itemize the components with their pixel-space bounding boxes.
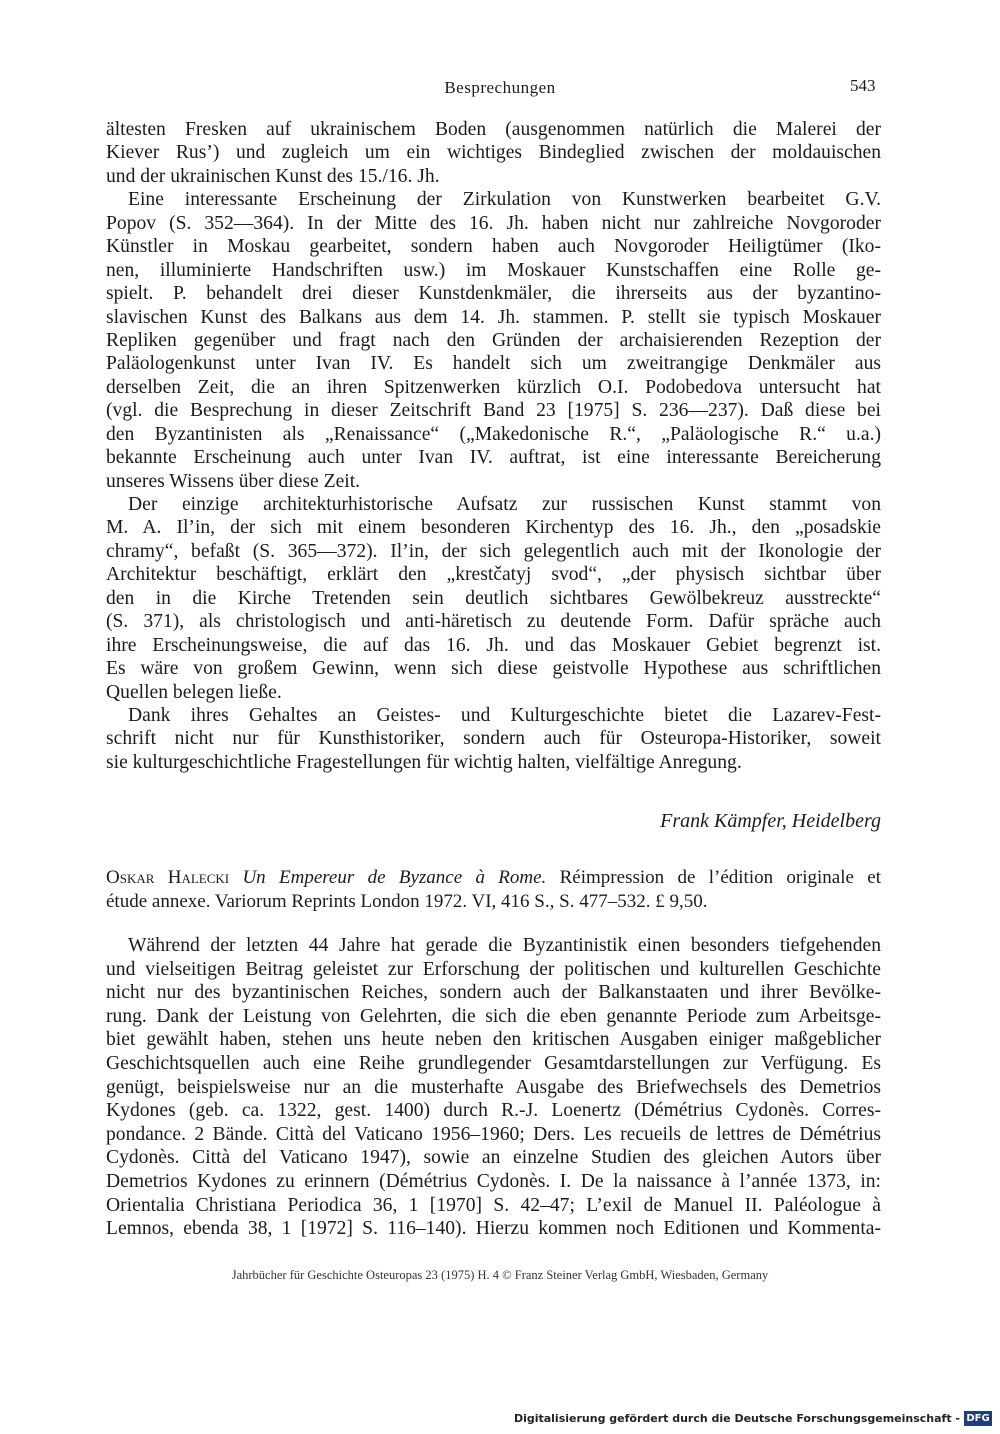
text-line: Es wäre von großem Gewinn, wenn sich diese geistvolle Hypothese aus schriftlichen [106, 658, 881, 680]
text-line: Orientalia Christiana Periodica 36, 1 [1970] S. 42–47; L’exil de Manuel II. Paléologue à [106, 1194, 881, 1216]
book-title: Un Empereur de Byzance à Rome. [242, 867, 547, 888]
text-line: unseres Wissens über diese Zeit. [106, 470, 361, 492]
text-line: sie kulturgeschichtliche Fragestellungen für wichtig halten, vielfältige Anregung. [106, 751, 742, 773]
text-line: biet gewählt haben, stehen uns heute neben den kritischen Ausgaben einiger maßgeblicher [106, 1029, 881, 1051]
text-line: nen, illuminierte Handschriften usw.) im Moskauer Kunstschaffen eine Rolle ge- [106, 259, 881, 281]
text-line: bekannte Erscheinung auch unter Ivan IV. auftrat, ist eine interessante Bereicherung [106, 447, 881, 469]
text-line: Quellen belegen ließe. [106, 681, 282, 703]
text-line: chramy“, befaßt (S. 365—372). Il’in, der sich gelegentlich auch mit der Ikonologie der [106, 540, 881, 562]
text-line: slavischen Kunst des Balkans aus dem 14. Jh. stammen. P. stellt sie typisch Moskauer [106, 306, 881, 328]
text-line: ihre Erscheinungsweise, die auf das 16. Jh. und das Moskauer Gebiet begrenzt ist. [106, 634, 881, 656]
text-line: Geschichtsquellen auch eine Reihe grundlegender Gesamtdarstellungen zur Verfügung. Es [106, 1052, 881, 1074]
text-line: den in die Kirche Tretenden sein deutlich sichtbares Gewölbekreuz ausstreckte“ [106, 587, 881, 609]
digitization-notice: Digitalisierung gefördert durch die Deutsche Forschungsgemeinschaft - [513, 1412, 960, 1425]
text-line: spielt. P. behandelt drei dieser Kunstdenkmäler, die ihrerseits aus der byzantino- [106, 283, 881, 305]
review-bibliographic-header [106, 866, 881, 914]
book-edition-info: Réimpression de l’édition originale et [546, 867, 881, 888]
text-line: Kiever Rus’) und zugleich um ein wichtiges Bindeglied zwischen der moldauischen [106, 142, 881, 164]
text-line: genügt, beispielsweise nur an die musterhafte Ausgabe des Briefwechsels des Demetrios [106, 1076, 881, 1098]
page-number: 543 [850, 76, 876, 95]
text-line: nicht nur des byzantinischen Reiches, sondern auch der Balkanstaaten und ihrer Bevölke- [106, 982, 881, 1004]
text-line: Cydonès. Città del Vaticano 1947), sowie an einzelne Studien des gleichen Autors über [106, 1147, 881, 1169]
text-line: Eine interessante Erscheinung der Zirkulation von Kunstwerken bearbeitet G.V. [128, 189, 881, 211]
text-line: schrift nicht nur für Kunsthistoriker, sondern auch für Osteuropa-Historiker, soweit [106, 728, 881, 750]
book-author: Oskar Halecki [106, 867, 230, 888]
reviewer-signature: Frank Kämpfer, Heidelberg [660, 810, 881, 832]
text-line: derselben Zeit, die an ihren Spitzenwerken kürzlich O.I. Podobedova untersucht hat [106, 376, 881, 398]
text-line: (vgl. die Besprechung in dieser Zeitschrift Band 23 [1975] S. 236—237). Daß diese bei [106, 400, 881, 422]
text-line: rung. Dank der Leistung von Gelehrten, die sich die eben genannte Periode zum Arbeitsge- [106, 1005, 881, 1027]
text-line: pondance. 2 Bände. Città del Vaticano 1956–1960; Ders. Les recueils de lettres de Démétrius [106, 1123, 881, 1145]
text-line: Kydones (geb. ca. 1322, gest. 1400) durch R.-J. Loenertz (Démétrius Cydonès. Corres- [106, 1100, 881, 1122]
text-line: den Byzantinisten als „Renaissance“ („Makedonische R.“, „Paläologische R.“ u.a.) [106, 423, 881, 445]
text-line: (S. 371), als christologisch und anti-häretisch zu deutende Form. Dafür spräche auch [106, 611, 881, 633]
text-line: Architektur beschäftigt, erklärt den „krestčatyj svod“, „der physisch sichtbar über [106, 564, 881, 586]
text-line: Während der letzten 44 Jahre hat gerade die Byzantinistik einen besonders tiefgehenden [128, 935, 881, 956]
text-line: und vielseitigen Beitrag geleistet zur Erforschung der politischen und kulturellen Geschichte [106, 958, 881, 980]
text-line: Künstler in Moskau gearbeitet, sondern haben auch Novgoroder Heiligtümer (Iko- [106, 236, 881, 258]
text-line: Demetrios Kydones zu erinnern (Démétrius Cydonès. I. De la naissance à l’année 1373, in: [106, 1170, 881, 1192]
text-line: Lemnos, ebenda 38, 1 [1972] S. 116–140). Hierzu kommen noch Editionen und Kommenta- [106, 1218, 881, 1240]
text-line: Popov (S. 352—364). In der Mitte des 16. Jh. haben nicht nur zahlreiche Novgoroder [106, 212, 881, 234]
journal-imprint: Jahrbücher für Geschichte Osteuropas 23 (1975) H. 4 © Franz Steiner Verlag GmbH, Wiesbaden, Germany [231, 1268, 769, 1282]
text-line: ältesten Fresken auf ukrainischem Boden (ausgenommen natürlich die Malerei der [106, 119, 881, 140]
text-line: M. A. Il’in, der sich mit einem besonderen Kirchentyp des 16. Jh., den „posadskie [106, 517, 881, 539]
dfg-logo: DFG [964, 1411, 992, 1426]
running-header: Besprechungen [444, 78, 556, 97]
text-line: Der einzige architekturhistorische Aufsatz zur russischen Kunst stammt von [128, 494, 881, 515]
text-line: Dank ihres Gehaltes an Geistes- und Kulturgeschichte bietet die Lazarev-Fest- [128, 704, 881, 726]
text-line: Paläologenkunst unter Ivan IV. Es handelt sich um zweitrangige Denkmäler aus [106, 353, 881, 375]
text-line: und der ukrainischen Kunst des 15./16. Jh. [106, 165, 440, 187]
bibliographic-line: étude annexe. Variorum Reprints London 1972. VI, 416 S., S. 477–532. £ 9,50. [106, 891, 708, 912]
review-body [106, 934, 881, 1241]
review-body-continued [106, 118, 881, 774]
text-line: Repliken gegenüber und fragt nach den Gründen der archaisierenden Rezeption der [106, 329, 881, 351]
bibliographic-line [106, 866, 881, 890]
